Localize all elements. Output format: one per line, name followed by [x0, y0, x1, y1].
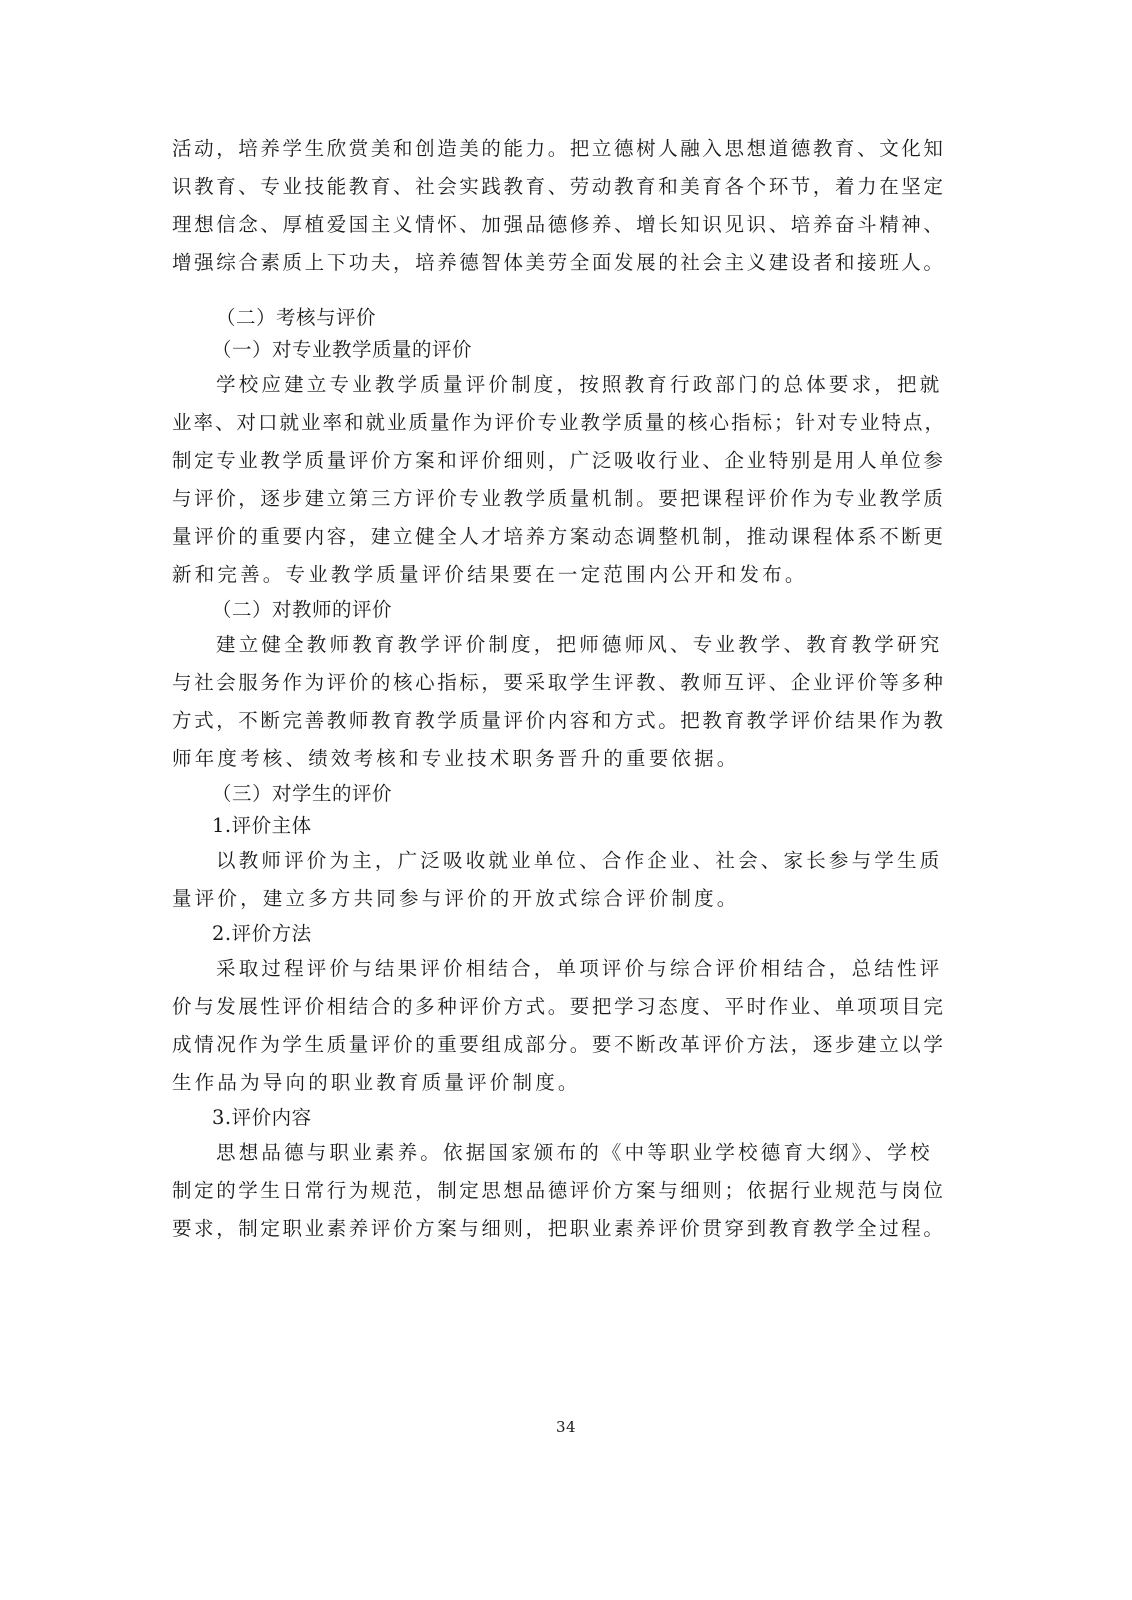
text-line: 增强综合素质上下功夫，培养德智体美劳全面发展的社会主义建设者和接班人。 [172, 251, 946, 274]
subsection-heading: （三）对学生的评价 [212, 782, 393, 805]
text-line: 识教育、专业技能教育、社会实践教育、劳动教育和美育各个环节，着力在坚定 [172, 175, 946, 198]
text-line: 活动，培养学生欣赏美和创造美的能力。把立德树人融入思想道德教育、文化知 [172, 137, 946, 160]
text-line: 量评价，建立多方共同参与评价的开放式综合评价制度。 [172, 887, 740, 910]
document-page [172, 130, 952, 1248]
text-line: 与社会服务作为评价的核心指标，要采取学生评教、教师互评、企业评价等多种 [172, 671, 946, 694]
item-heading: 2.评价方法 [212, 922, 312, 945]
paragraph [172, 366, 952, 594]
paragraph [172, 130, 952, 282]
text-line: 生作品为导向的职业教育质量评价制度。 [172, 1071, 581, 1094]
subsection-heading: （一）对专业教学质量的评价 [212, 338, 473, 361]
text-line: 采取过程评价与结果评价相结合，单项评价与综合评价相结合，总结性评 [216, 957, 943, 980]
text-line: 以教师评价为主，广泛吸收就业单位、合作企业、社会、家长参与学生质 [216, 849, 943, 872]
text-line: 量评价的重要内容，建立健全人才培养方案动态调整机制，推动课程体系不断更 [172, 525, 946, 548]
text-line: 建立健全教师教育教学评价制度，把师德师风、专业教学、教育教学研究 [216, 633, 943, 656]
paragraph [172, 1134, 952, 1248]
text-line: 方式，不断完善教师教育教学质量评价内容和方式。把教育教学评价结果作为教 [172, 709, 946, 732]
text-line: 制定的学生日常行为规范，制定思想品德评价方案与细则；依据行业规范与岗位 [172, 1179, 946, 1202]
text-line: 思想品德与职业素养。依据国家颁布的《中等职业学校德育大纲》、学校 [216, 1141, 933, 1164]
text-line: 师年度考核、绩效考核和专业技术职务晋升的重要依据。 [172, 747, 740, 770]
spacer [172, 282, 952, 302]
paragraph [172, 950, 952, 1102]
text-line: 学校应建立专业教学质量评价制度，按照教育行政部门的总体要求，把就 [216, 373, 943, 396]
text-line: 成情况作为学生质量评价的重要组成部分。要不断改革评价方法，逐步建立以学 [172, 1033, 946, 1056]
item-heading: 3.评价内容 [212, 1106, 312, 1129]
text-line: 要求，制定职业素养评价方案与细则，把职业素养评价贯穿到教育教学全过程。 [172, 1217, 946, 1240]
subsection-heading: （二）对教师的评价 [212, 598, 393, 621]
paragraph [172, 626, 952, 778]
paragraph [172, 842, 952, 918]
text-line: 与评价，逐步建立第三方评价专业教学质量机制。要把课程评价作为专业教学质 [172, 487, 946, 510]
text-line: 制定专业教学质量评价方案和评价细则，广泛吸收行业、企业特别是用人单位参 [172, 449, 946, 472]
text-line: 业率、对口就业率和就业质量作为评价专业教学质量的核心指标；针对专业特点， [172, 411, 947, 434]
text-line: 新和完善。专业教学质量评价结果要在一定范围内公开和发布。 [172, 563, 808, 586]
text-line: 理想信念、厚植爱国主义情怀、加强品德修养、增长知识见识、培养奋斗精神、 [172, 213, 946, 236]
item-heading: 1.评价主体 [212, 814, 312, 837]
text-line: 价与发展性评价相结合的多种评价方式。要把学习态度、平时作业、单项项目完 [172, 995, 946, 1018]
section-heading: （二）考核与评价 [216, 306, 377, 329]
page-number: 34 [555, 1418, 577, 1436]
